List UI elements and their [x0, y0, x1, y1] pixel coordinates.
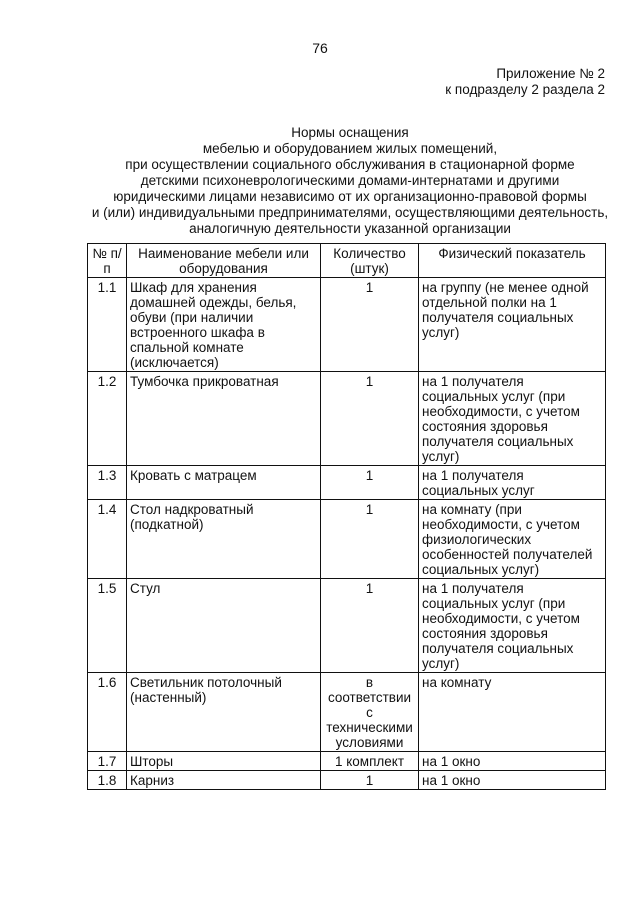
row-qty: 1 — [321, 278, 419, 372]
row-name: Шторы — [127, 752, 321, 771]
row-qty: 1 комплект — [321, 752, 419, 771]
row-qty: 1 — [321, 372, 419, 466]
page-number: 76 — [312, 40, 328, 56]
appendix-line-2: к подразделу 2 раздела 2 — [445, 82, 605, 97]
header-indicator: Физический показатель — [419, 244, 606, 278]
row-qty: 1 — [321, 466, 419, 500]
row-name: Светильник потолочный (настенный) — [127, 673, 321, 752]
table-row — [88, 673, 606, 752]
row-num: 1.8 — [88, 771, 127, 790]
row-name: Стол надкроватный (подкатной) — [127, 500, 321, 579]
table-row — [88, 466, 606, 500]
header-name: Наименование мебели или оборудования — [127, 244, 321, 278]
appendix-reference — [445, 66, 605, 98]
title-line: детскими психоневрологическими домами-интернатами и другими — [140, 173, 560, 188]
row-name: Стул — [127, 579, 321, 673]
table-row — [88, 278, 606, 372]
row-indicator: на 1 окно — [419, 771, 606, 790]
row-name: Кровать с матрацем — [127, 466, 321, 500]
row-num: 1.1 — [88, 278, 127, 372]
row-qty: 1 — [321, 579, 419, 673]
row-indicator: на 1 получателя социальных услуг (при необходимости, с учетом состояния здоровья получателя социальных услуг) — [419, 579, 606, 673]
table-row — [88, 372, 606, 466]
row-indicator: на комнату (при необходимости, с учетом физиологических особенностей получателей социальных услуг) — [419, 500, 606, 579]
row-num: 1.2 — [88, 372, 127, 466]
table-row — [88, 752, 606, 771]
title-line: при осуществлении социального обслуживания в стационарной форме — [125, 157, 575, 172]
title-line: Нормы оснащения — [291, 125, 409, 140]
row-name: Тумбочка прикроватная — [127, 372, 321, 466]
row-indicator: на комнату — [419, 673, 606, 752]
title-line: аналогичную деятельности указанной организации — [189, 221, 511, 236]
row-indicator: на 1 окно — [419, 752, 606, 771]
row-num: 1.5 — [88, 579, 127, 673]
header-qty: Количество (штук) — [321, 244, 419, 278]
appendix-line-1: Приложение № 2 — [496, 66, 605, 81]
table-header-row — [88, 244, 606, 278]
row-qty: 1 — [321, 500, 419, 579]
title-line: юридическими лицами независимо от их организационно-правовой формы — [113, 189, 587, 204]
row-indicator: на 1 получателя социальных услуг — [419, 466, 606, 500]
row-qty: 1 — [321, 771, 419, 790]
equipment-norms-table — [87, 243, 606, 790]
row-num: 1.3 — [88, 466, 127, 500]
title-line: и (или) индивидуальными предпринимателями, осуществляющими деятельность, — [91, 205, 609, 220]
row-num: 1.6 — [88, 673, 127, 752]
row-num: 1.7 — [88, 752, 127, 771]
table-row — [88, 771, 606, 790]
table-row — [88, 579, 606, 673]
table-row — [88, 500, 606, 579]
header-num: № п/п — [88, 244, 127, 278]
title-line: мебелью и оборудованием жилых помещений, — [202, 141, 498, 156]
row-qty: в соответствии с техническими условиями — [321, 673, 419, 752]
document-title — [80, 125, 620, 237]
row-num: 1.4 — [88, 500, 127, 579]
row-indicator: на группу (не менее одной отдельной полки на 1 получателя социальных услуг) — [419, 278, 606, 372]
row-name: Карниз — [127, 771, 321, 790]
row-indicator: на 1 получателя социальных услуг (при необходимости, с учетом состояния здоровья получателя социальных услуг) — [419, 372, 606, 466]
row-name: Шкаф для хранения домашней одежды, белья, обуви (при наличии встроенного шкафа в спальной комнате (исключается) — [127, 278, 321, 372]
